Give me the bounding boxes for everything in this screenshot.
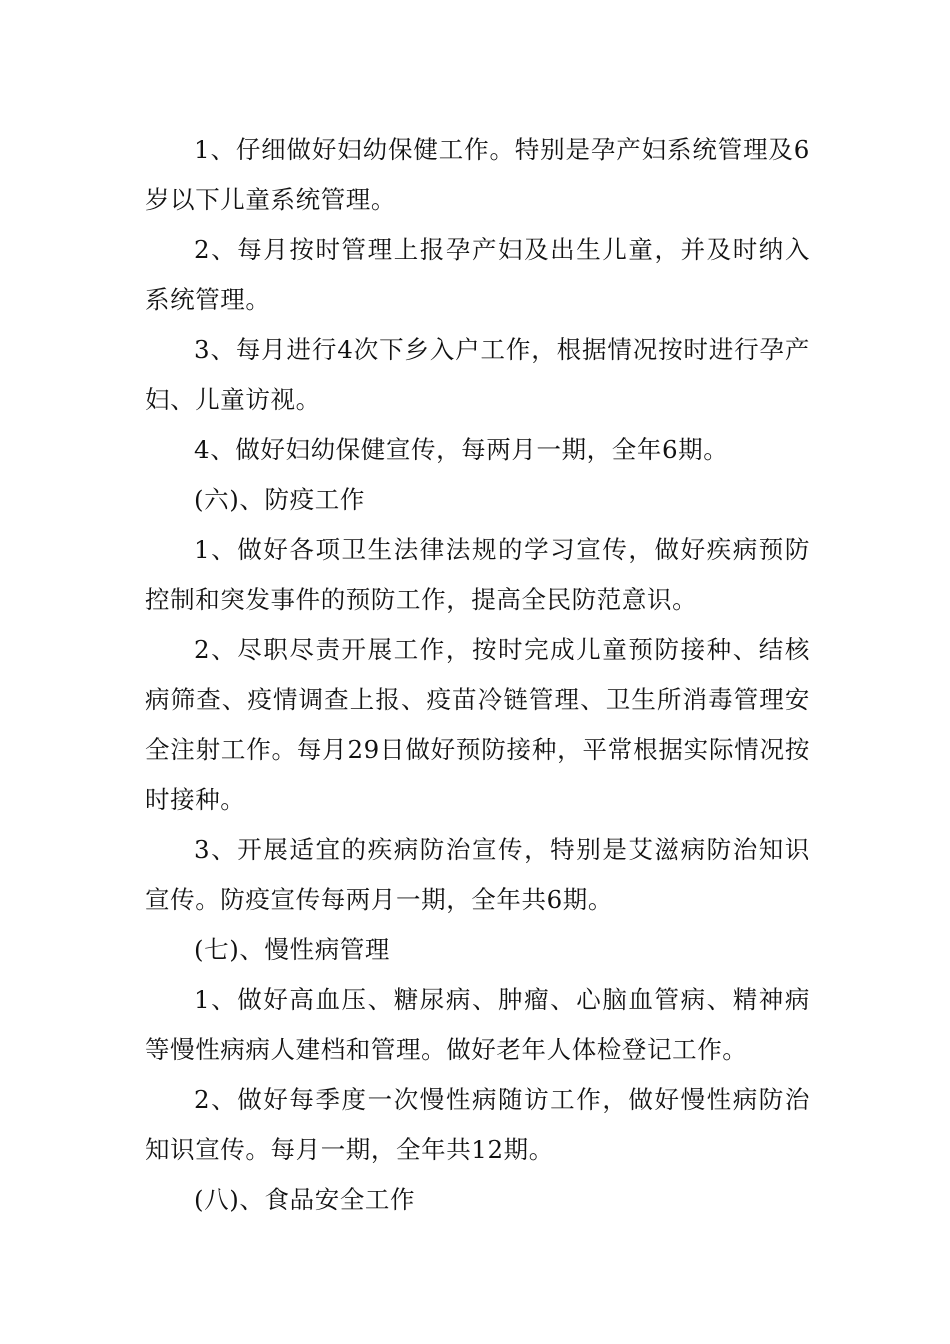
item-1-maternal-child: 1、仔细做好妇幼保健工作。特别是孕产妇系统管理及6岁以下儿童系统管理。 [145,135,810,214]
item-3-home-visits: 3、每月进行4次下乡入户工作，根据情况按时进行孕产妇、儿童访视。 [145,335,810,414]
section-7-heading: (七)、慢性病管理 [194,935,391,964]
document-body [145,125,810,1225]
section-6-item-3: 3、开展适宜的疾病防治宣传，特别是艾滋病防治知识宣传。防疫宣传每两月一期，全年共6期。 [145,835,810,914]
section-6-heading: (六)、防疫工作 [194,485,365,514]
section-8-heading: (八)、食品安全工作 [194,1185,416,1214]
section-7-item-2: 2、做好每季度一次慢性病随访工作，做好慢性病防治知识宣传。每月一期，全年共12期。 [145,1085,810,1164]
section-7-item-1: 1、做好高血压、糖尿病、肿瘤、心脑血管病、精神病等慢性病病人建档和管理。做好老年人体检登记工作。 [145,985,810,1064]
item-2-monthly-report: 2、每月按时管理上报孕产妇及出生儿童，并及时纳入系统管理。 [145,235,810,314]
section-6-item-2: 2、尽职尽责开展工作，按时完成儿童预防接种、结核病筛查、疫情调查上报、疫苗冷链管理、卫生所消毒管理安全注射工作。每月29日做好预防接种，平常根据实际情况按时接种。 [145,635,810,814]
section-6-item-1: 1、做好各项卫生法律法规的学习宣传，做好疾病预防控制和突发事件的预防工作，提高全民防范意识。 [145,535,810,614]
item-4-publicity: 4、做好妇幼保健宣传，每两月一期，全年6期。 [194,435,729,464]
